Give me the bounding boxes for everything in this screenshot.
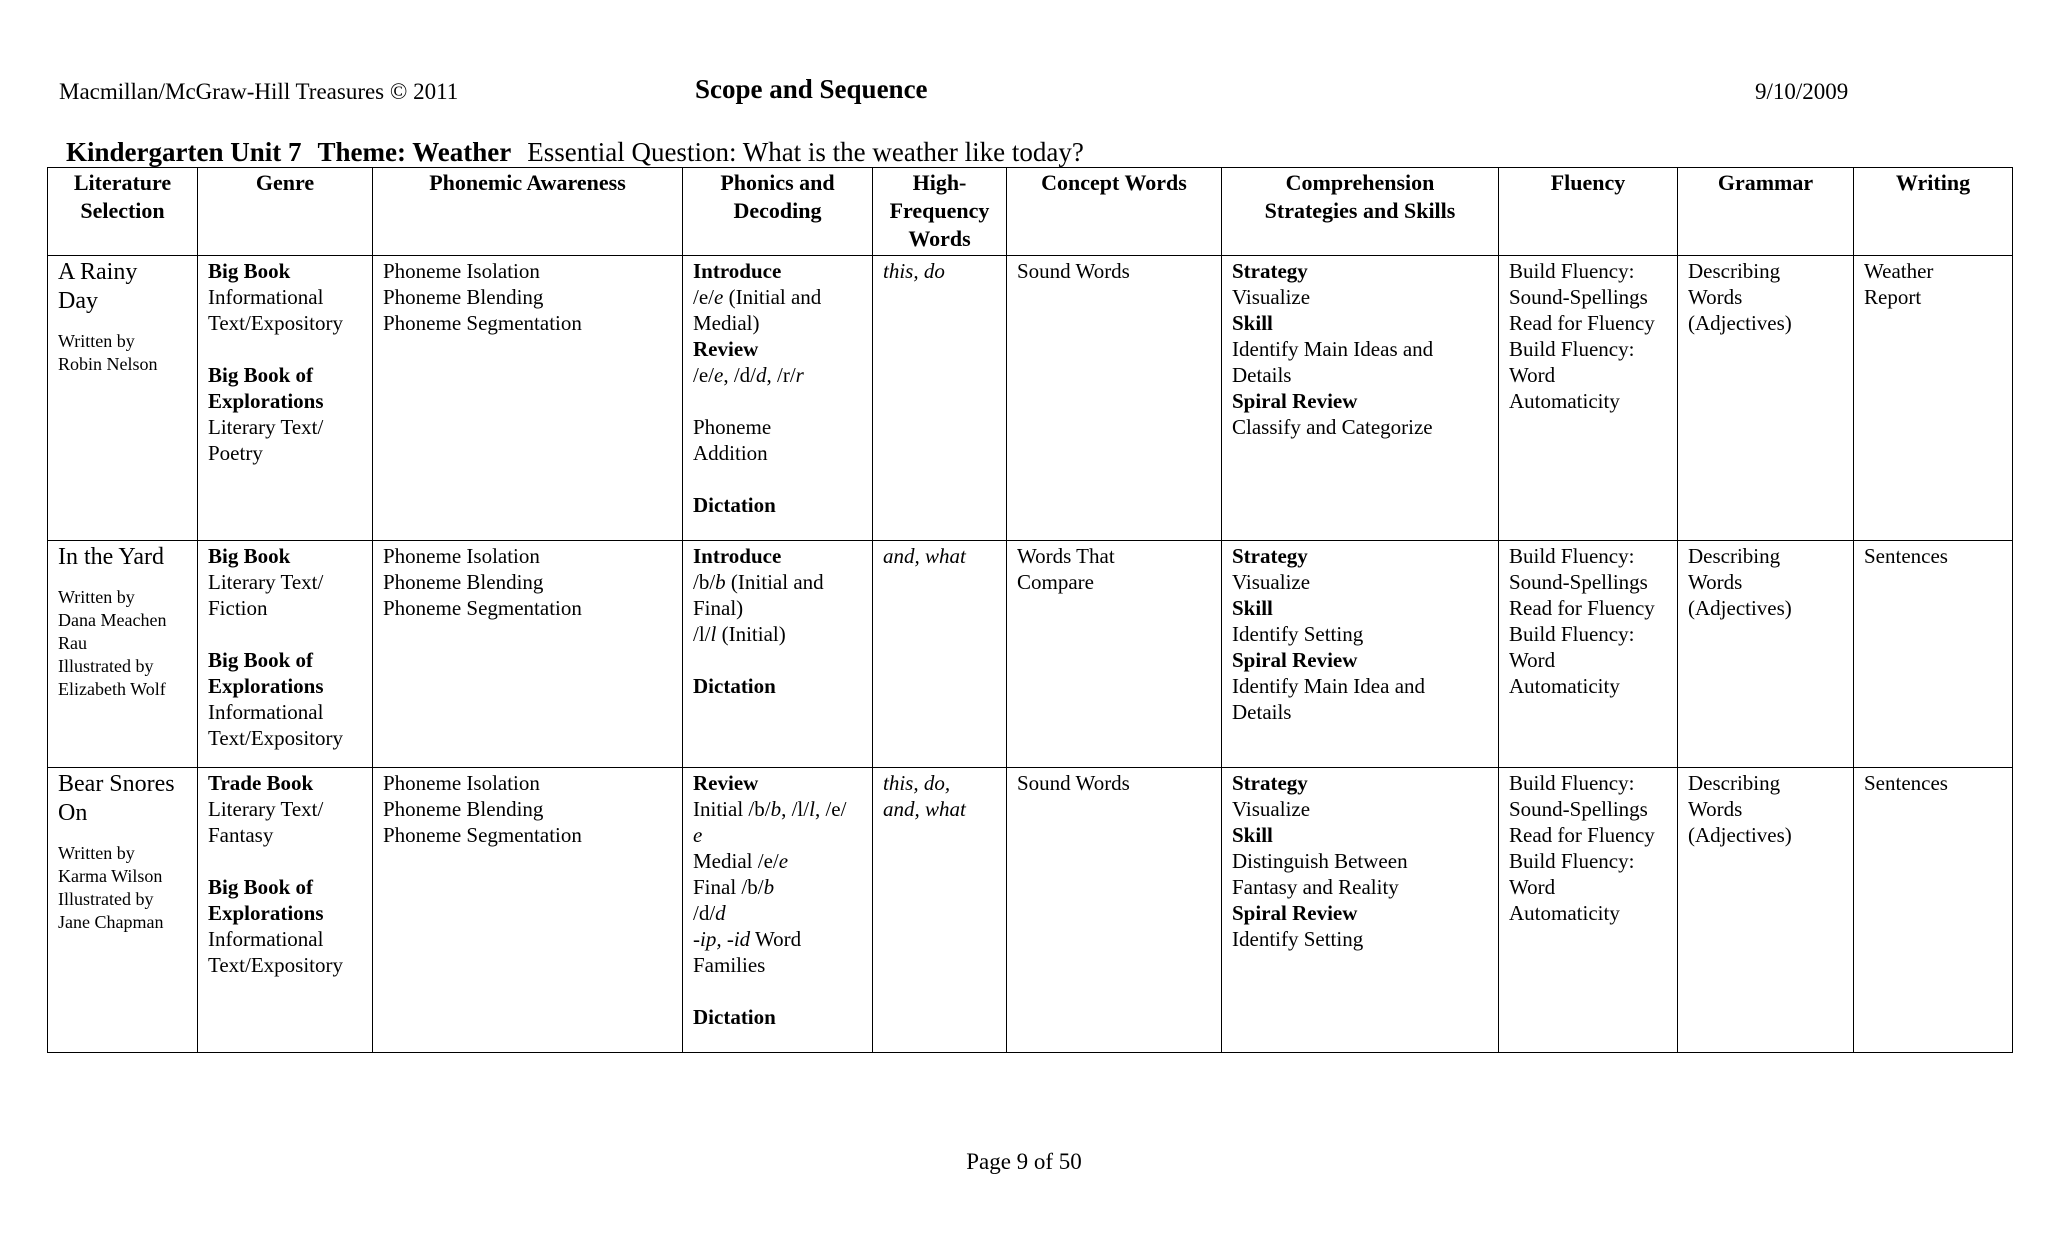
header-high-frequency-words	[873, 168, 1007, 256]
cell-line: Decoding	[733, 198, 822, 223]
cell-line: Automaticity	[1509, 389, 1620, 413]
table-row	[48, 768, 2013, 1053]
cell-line: Big Book	[208, 259, 291, 283]
cell-line: Strategy	[1232, 771, 1308, 795]
cell-line: Written by	[58, 843, 135, 863]
cell-line: /l/l (Initial)	[693, 622, 786, 646]
literature-title	[58, 770, 187, 828]
literature-cell	[48, 768, 198, 1053]
header-grammar	[1678, 168, 1854, 256]
cell-line: Dictation	[693, 493, 776, 517]
literature-credits	[58, 586, 187, 701]
cell-line: Text/Expository	[208, 311, 344, 335]
scope-sequence-table	[47, 167, 2013, 1053]
phonics-cell	[683, 768, 873, 1053]
cell-line: Automaticity	[1509, 674, 1620, 698]
cell-line: Word	[1509, 363, 1556, 387]
cell-line: Spiral Review	[1232, 389, 1358, 413]
literature-title	[58, 543, 187, 572]
cell-line: Sound Words	[1017, 259, 1130, 283]
comprehension-cell	[1222, 256, 1499, 541]
cell-line: Identify Main Idea and	[1232, 674, 1426, 698]
cell-line: Dictation	[693, 1005, 776, 1029]
high-frequency-words-cell	[873, 256, 1007, 541]
table-header-row	[48, 168, 2013, 256]
cell-line: Phonemic Awareness	[429, 170, 626, 195]
literature-credits	[58, 330, 187, 376]
cell-line: Phoneme	[693, 415, 772, 439]
unit-label: Unit 7	[230, 137, 302, 167]
genre-cell	[198, 768, 373, 1053]
cell-line: Comprehension	[1285, 170, 1435, 195]
unit-heading	[66, 136, 1084, 168]
cell-line: /e/e, /d/d, /r/r	[693, 363, 804, 387]
cell-line: Word	[1509, 648, 1556, 672]
cell-line: this, do,	[883, 771, 951, 795]
cell-line: (Adjectives)	[1688, 596, 1792, 620]
genre-cell	[198, 541, 373, 768]
cell-line: Explorations	[208, 389, 324, 413]
cell-line: Words	[908, 226, 971, 251]
cell-line: Written by	[58, 587, 135, 607]
cell-line: Visualize	[1232, 285, 1311, 309]
cell-line: Sound-Spellings	[1509, 285, 1648, 309]
cell-line: and, what	[883, 544, 966, 568]
cell-line: Skill	[1232, 311, 1273, 335]
cell-line: Elizabeth Wolf	[58, 679, 166, 699]
phonemic-awareness-cell	[373, 541, 683, 768]
cell-line: Genre	[255, 170, 315, 195]
cell-line: Identify Setting	[1232, 622, 1364, 646]
essential-question: Essential Question: What is the weather like today?	[527, 137, 1084, 167]
cell-line: Informational	[208, 700, 324, 724]
cell-line: Robin Nelson	[58, 354, 158, 374]
cell-line: Final)	[693, 596, 744, 620]
writing-cell	[1854, 768, 2013, 1053]
theme-label: Theme: Weather	[317, 137, 512, 167]
header-phonemic-awareness	[373, 168, 683, 256]
cell-line: Spiral Review	[1232, 901, 1358, 925]
cell-line: Phoneme Isolation	[383, 544, 540, 568]
cell-line: Identify Main Ideas and	[1232, 337, 1434, 361]
cell-line: Selection	[80, 198, 165, 223]
literature-credits	[58, 842, 187, 934]
cell-line: Skill	[1232, 823, 1273, 847]
high-frequency-words-cell	[873, 768, 1007, 1053]
cell-line: Phoneme Blending	[383, 570, 544, 594]
cell-line: In the Yard	[58, 544, 164, 570]
header-comprehension	[1222, 168, 1499, 256]
cell-line	[693, 466, 862, 492]
cell-line: Distinguish Between	[1232, 849, 1408, 873]
header-phonics-decoding	[683, 168, 873, 256]
cell-line: Frequency	[889, 198, 990, 223]
header-genre	[198, 168, 373, 256]
cell-line: Explorations	[208, 674, 324, 698]
cell-line: Literary Text/	[208, 415, 324, 439]
cell-line: Sentences	[1864, 771, 1948, 795]
cell-line: Strategies and Skills	[1264, 198, 1456, 223]
cell-line: Phoneme Segmentation	[383, 596, 582, 620]
cell-line: -ip, -id Word	[693, 927, 802, 951]
grade-label: Kindergarten	[66, 137, 224, 167]
cell-line: Phoneme Segmentation	[383, 311, 582, 335]
cell-line: Big Book of	[208, 875, 314, 899]
cell-line: Describing	[1688, 544, 1781, 568]
cell-line: Dictation	[693, 674, 776, 698]
cell-line: Fiction	[208, 596, 268, 620]
cell-line: /d/d	[693, 901, 726, 925]
cell-line: Illustrated by	[58, 656, 154, 676]
cell-line: Visualize	[1232, 797, 1311, 821]
literature-cell	[48, 541, 198, 768]
cell-line: Words	[1688, 570, 1743, 594]
phonics-cell	[683, 256, 873, 541]
concept-words-cell	[1007, 768, 1222, 1053]
cell-line: Review	[693, 337, 759, 361]
cell-line	[693, 978, 862, 1004]
cell-line: Identify Setting	[1232, 927, 1364, 951]
high-frequency-words-cell	[873, 541, 1007, 768]
fluency-cell	[1499, 768, 1678, 1053]
cell-line: Poetry	[208, 441, 263, 465]
document-title: Scope and Sequence	[695, 74, 928, 104]
cell-line	[208, 848, 362, 874]
cell-line: Build Fluency:	[1509, 337, 1635, 361]
cell-line: Build Fluency:	[1509, 259, 1635, 283]
cell-line: Families	[693, 953, 766, 977]
cell-line: Sound-Spellings	[1509, 797, 1648, 821]
cell-line: Compare	[1017, 570, 1094, 594]
cell-line: Build Fluency:	[1509, 544, 1635, 568]
cell-line: Jane Chapman	[58, 912, 164, 932]
cell-line: Strategy	[1232, 544, 1308, 568]
cell-line	[208, 336, 362, 362]
cell-line: Sound-Spellings	[1509, 570, 1648, 594]
cell-line: Read for Fluency	[1509, 311, 1655, 335]
phonics-cell	[683, 541, 873, 768]
cell-line: Rau	[58, 633, 87, 653]
document-date: 9/10/2009	[1755, 79, 1849, 104]
cell-line: Classify and Categorize	[1232, 415, 1433, 439]
phonemic-awareness-cell	[373, 768, 683, 1053]
cell-line: e	[693, 823, 703, 847]
concept-words-cell	[1007, 541, 1222, 768]
cell-line: Literature	[73, 170, 172, 195]
cell-line: Medial /e/e	[693, 849, 789, 873]
cell-line: Informational	[208, 285, 324, 309]
cell-line: Build Fluency:	[1509, 622, 1635, 646]
cell-line	[693, 388, 862, 414]
cell-line: Phonics and	[720, 170, 835, 195]
cell-line: Illustrated by	[58, 889, 154, 909]
cell-line: Phoneme Segmentation	[383, 823, 582, 847]
cell-line: Weather	[1864, 259, 1934, 283]
cell-line: Phoneme Blending	[383, 797, 544, 821]
cell-line: Words	[1688, 285, 1743, 309]
publisher-text: Macmillan/McGraw-Hill Treasures © 2011	[59, 79, 459, 104]
cell-line: High-	[912, 170, 967, 195]
cell-line: Big Book of	[208, 648, 314, 672]
cell-line: (Adjectives)	[1688, 311, 1792, 335]
cell-line: Fluency	[1550, 170, 1626, 195]
cell-line: A Rainy	[58, 259, 138, 285]
cell-line: Introduce	[693, 544, 782, 568]
cell-line: Karma Wilson	[58, 866, 163, 886]
cell-line: Build Fluency:	[1509, 849, 1635, 873]
cell-line: Spiral Review	[1232, 648, 1358, 672]
cell-line: Skill	[1232, 596, 1273, 620]
grammar-cell	[1678, 541, 1854, 768]
cell-line: Bear Snores	[58, 771, 175, 797]
cell-line: Initial /b/b, /l/l, /e/	[693, 797, 847, 821]
table-row	[48, 256, 2013, 541]
cell-line: Text/Expository	[208, 726, 344, 750]
fluency-cell	[1499, 541, 1678, 768]
cell-line: Day	[58, 288, 98, 314]
cell-line: Literary Text/	[208, 570, 324, 594]
genre-cell	[198, 256, 373, 541]
cell-line: Read for Fluency	[1509, 823, 1655, 847]
cell-line: Medial)	[693, 311, 760, 335]
cell-line: Describing	[1688, 259, 1781, 283]
cell-line: Explorations	[208, 901, 324, 925]
comprehension-cell	[1222, 768, 1499, 1053]
concept-words-cell	[1007, 256, 1222, 541]
header-writing	[1854, 168, 2013, 256]
cell-line: Phoneme Isolation	[383, 771, 540, 795]
cell-line: Text/Expository	[208, 953, 344, 977]
writing-cell	[1854, 541, 2013, 768]
header-fluency	[1499, 168, 1678, 256]
cell-line: Visualize	[1232, 570, 1311, 594]
cell-line: Strategy	[1232, 259, 1308, 283]
cell-line: Phoneme Blending	[383, 285, 544, 309]
cell-line: Phoneme Isolation	[383, 259, 540, 283]
cell-line: Report	[1864, 285, 1922, 309]
comprehension-cell	[1222, 541, 1499, 768]
cell-line: Details	[1232, 363, 1292, 387]
cell-line: On	[58, 800, 88, 826]
cell-line: Fantasy and Reality	[1232, 875, 1399, 899]
cell-line: Build Fluency:	[1509, 771, 1635, 795]
cell-line: /b/b (Initial and	[693, 570, 824, 594]
grammar-cell	[1678, 256, 1854, 541]
cell-line: Words That	[1017, 544, 1115, 568]
cell-line: Review	[693, 771, 759, 795]
cell-line: Automaticity	[1509, 901, 1620, 925]
phonemic-awareness-cell	[373, 256, 683, 541]
cell-line: Addition	[693, 441, 768, 465]
cell-line: Read for Fluency	[1509, 596, 1655, 620]
cell-line: Concept Words	[1041, 170, 1187, 195]
header-literature-selection	[48, 168, 198, 256]
cell-line: Trade Book	[208, 771, 314, 795]
literature-title	[58, 258, 187, 316]
cell-line: Big Book	[208, 544, 291, 568]
cell-line: Dana Meachen	[58, 610, 167, 630]
cell-line: Sentences	[1864, 544, 1948, 568]
header-concept-words	[1007, 168, 1222, 256]
cell-line: /e/e (Initial and	[693, 285, 822, 309]
cell-line: Literary Text/	[208, 797, 324, 821]
cell-line: Written by	[58, 331, 135, 351]
cell-line: Informational	[208, 927, 324, 951]
literature-cell	[48, 256, 198, 541]
cell-line: Fantasy	[208, 823, 274, 847]
cell-line: Grammar	[1717, 170, 1814, 195]
cell-line	[693, 647, 862, 673]
cell-line: this, do	[883, 259, 945, 283]
cell-line: Sound Words	[1017, 771, 1130, 795]
cell-line: Words	[1688, 797, 1743, 821]
cell-line	[208, 621, 362, 647]
cell-line: Big Book of	[208, 363, 314, 387]
page-number: Page 9 of 50	[966, 1149, 1082, 1174]
cell-line: (Adjectives)	[1688, 823, 1792, 847]
cell-line: Writing	[1895, 170, 1971, 195]
grammar-cell	[1678, 768, 1854, 1053]
cell-line: Describing	[1688, 771, 1781, 795]
fluency-cell	[1499, 256, 1678, 541]
cell-line: and, what	[883, 797, 966, 821]
cell-line: Introduce	[693, 259, 782, 283]
writing-cell	[1854, 256, 2013, 541]
cell-line: Word	[1509, 875, 1556, 899]
cell-line: Details	[1232, 700, 1292, 724]
table-row	[48, 541, 2013, 768]
cell-line: Final /b/b	[693, 875, 775, 899]
